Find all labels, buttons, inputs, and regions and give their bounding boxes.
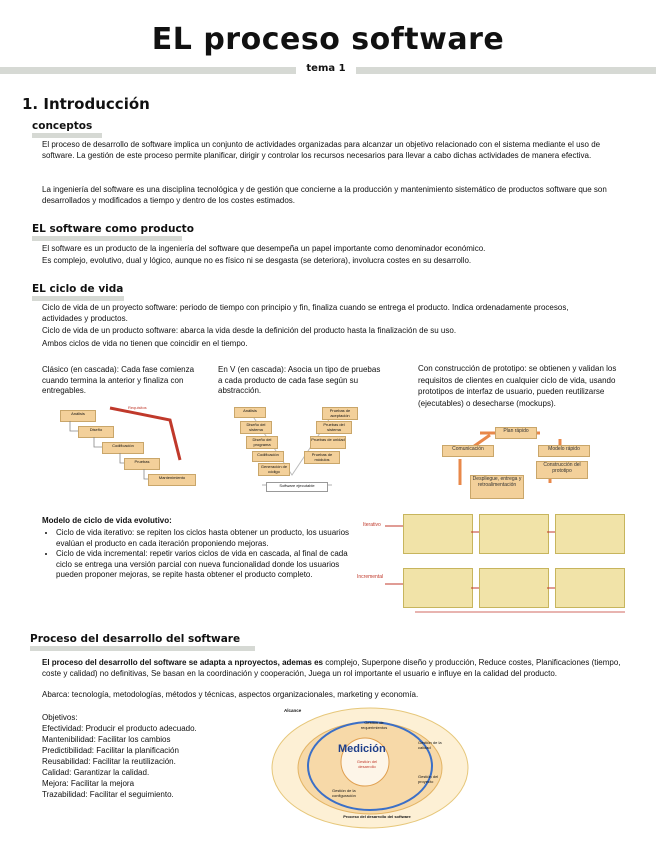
diagram-alcance: Alcance [284, 708, 302, 713]
proto-step: Despliegue, entrega y retroalimentación [470, 475, 524, 499]
ciclo-paragraph-3: Ambos ciclos de vida no tienen que coincidir en el tiempo. [42, 339, 248, 348]
evolutivo-arrows [355, 512, 655, 622]
cascade-diagram [50, 400, 200, 490]
conceptos-paragraph-2: La ingeniería del software es una disciplina tecnológica y de gestión que concierne a la producción y mantenimiento sistemático de productos software que son desarrollados y modificados a tiempo y dentro de los costes estimados. [42, 185, 607, 205]
iterativo-label: Iterativo [363, 522, 381, 528]
diagram-right-2: Gestión del proyecto [418, 774, 439, 784]
cascade-arrows [50, 400, 200, 490]
prototipo-text: Con construcción de prototipo: se obtienen y validan los requisitos de clientes en cualquier ciclo de vida, usando prototipos de interfaz de usuario, pueden reutilizarse (ejecutables) o desecharse (mockups). [418, 364, 617, 408]
conceptos-heading: conceptos [32, 120, 93, 132]
diagram-left: Gestión de la configuración [332, 788, 356, 798]
proto-step: Construcción del prototipo [536, 461, 588, 479]
v-right-step: Pruebas de módulos [304, 451, 340, 464]
page-title: EL proceso software [151, 22, 505, 57]
objetivos-title: Objetivos: [42, 713, 78, 722]
cascade-step: Pruebas [124, 458, 160, 470]
objetivos-list [42, 712, 262, 800]
objetivo-item: Calidad: Garantizar la calidad. [42, 768, 150, 777]
section-heading: 1. Introducción [22, 95, 150, 113]
diagram-gestion: Gestión del desarrollo [356, 759, 378, 769]
incremental-label: Incremental [357, 574, 384, 580]
evolutivo-diagram [355, 512, 655, 622]
desarrollo-paragraph-1-rest: complejo, Superpone diseño y producción, Reduce costes, Planificaciones (tiempo, coste y calidad) no definitivas, Se basan en la coordinación y cooperación, Juega un rol importante el usuario e influye en la calidad del producto. [42, 658, 621, 678]
heading-underline [30, 646, 255, 651]
prototype-diagram [440, 425, 590, 500]
conceptos-paragraph-1: El proceso de desarrollo de software implica un conjunto de actividades organizadas para alcanzar un objetivo relacionado con el sistema mediante el uso de software. La gestión de este proceso permite planificar, dirigir y controlar los recursos necesarios para llevar a cabo dichas actividades de manera efectiva. [42, 140, 601, 160]
evolutivo-title: Modelo de ciclo de vida evolutivo: [42, 516, 172, 525]
heading-underline [32, 236, 182, 241]
ciclo-paragraph-1: Ciclo de vida de un proyecto software: periodo de tiempo con principio y fin, finaliza cuando se entrega el producto. Indica ordenadamente procesos, actividades y productos. [42, 303, 569, 323]
cascade-step: Codificación [102, 442, 144, 454]
ciclo-heading: EL ciclo de vida [32, 283, 124, 295]
objetivo-item: Reusabilidad: Facilitar la reutilización. [42, 757, 176, 766]
diagram-top: Gestión de requerimientos [360, 720, 388, 730]
desarrollo-paragraph-1-bold: El proceso del desarrollo del software se adapta a nproyectos, ademas es [42, 658, 323, 667]
objetivo-item: Mejora: Facilitar la mejora [42, 779, 135, 788]
cascade-arrow-label: Requisitos [128, 405, 147, 410]
page-subtitle: tema 1 [296, 63, 356, 74]
v-model-diagram [222, 405, 372, 497]
heading-underline [32, 296, 124, 301]
desarrollo-paragraph-1 [42, 658, 622, 679]
evolutivo-list [42, 528, 352, 581]
heading-underline [32, 133, 102, 138]
producto-heading: EL software como producto [32, 223, 194, 235]
ciclo-paragraph-2: Ciclo de vida de un producto software: abarca la vida desde la definición del producto hasta la finalización de su uso. [42, 326, 457, 335]
v-left-step: Codificación [252, 451, 284, 462]
v-right-step: Pruebas de aceptación [322, 407, 358, 420]
en-v-text: En V (en cascada): Asocia un tipo de pruebas a cada producto de cada fase según su abstracción. [218, 365, 381, 395]
v-right-step: Pruebas de unidad [310, 436, 346, 449]
cascade-step: Diseño [78, 426, 114, 438]
objetivo-item: Efectividad: Producir el producto adecuado. [42, 724, 197, 733]
evolutivo-item: • Ciclo de vida incremental: repetir varios ciclos de vida en cascada, al final de cada ciclo se entrega una versión parcial con nueva funcionalidad donde los usuarios pueden proponer mejoras, se repite hasta obtener el producto completo. [56, 549, 352, 581]
diagram-bottom: Proceso del desarrollo del software [343, 814, 411, 819]
v-left-step: Generación de código [258, 463, 290, 476]
desarrollo-heading: Proceso del desarrollo del software [30, 633, 241, 645]
v-bottom: Software ejecutable [266, 482, 328, 492]
proto-step: Comunicación [442, 445, 494, 457]
v-left-step: Análisis [234, 407, 266, 418]
objetivo-item: Predictibilidad: Facilitar la planificación [42, 746, 179, 755]
diagram-right-1: Gestión de la calidad [418, 740, 442, 750]
cascade-step: Mantenimiento [148, 474, 196, 486]
objetivo-item: Trazabilidad: Facilitar el seguimiento. [42, 790, 174, 799]
process-diagram [270, 704, 470, 829]
proto-step: Plan rápido [495, 427, 537, 439]
evolutivo-item: • Ciclo de vida iterativo: se repiten los ciclos hasta obtener un producto, los usuarios evalúan el producto en cada iteración proponiendo mejoras. [56, 528, 352, 549]
diagram-medicion: Medición [338, 743, 386, 755]
clasico-text: Clásico (en cascada): Cada fase comienza cuando termina la anterior y finaliza con entregables. [42, 365, 195, 395]
v-left-step: Diseño del programa [246, 436, 278, 449]
desarrollo-paragraph-2: Abarca: tecnología, metodologías, métodos y técnicas, aspectos organizacionales, marketing y economía. [42, 690, 419, 699]
producto-paragraph-1: El software es un producto de la ingeniería del software que desempeña un papel importante como denominador económico. [42, 244, 486, 253]
v-right-step: Pruebas del sistema [316, 421, 352, 434]
objetivo-item: Mantenibilidad: Facilitar los cambios [42, 735, 171, 744]
proto-step: Modelo rápido [538, 445, 590, 457]
v-left-step: Diseño del sistema [240, 421, 272, 434]
cascade-step: Análisis [60, 410, 96, 422]
producto-paragraph-2: Es complejo, evolutivo, dual y lógico, aunque no es físico ni se desgasta (se deteriora), involucra costes en su desarrollo. [42, 256, 472, 265]
